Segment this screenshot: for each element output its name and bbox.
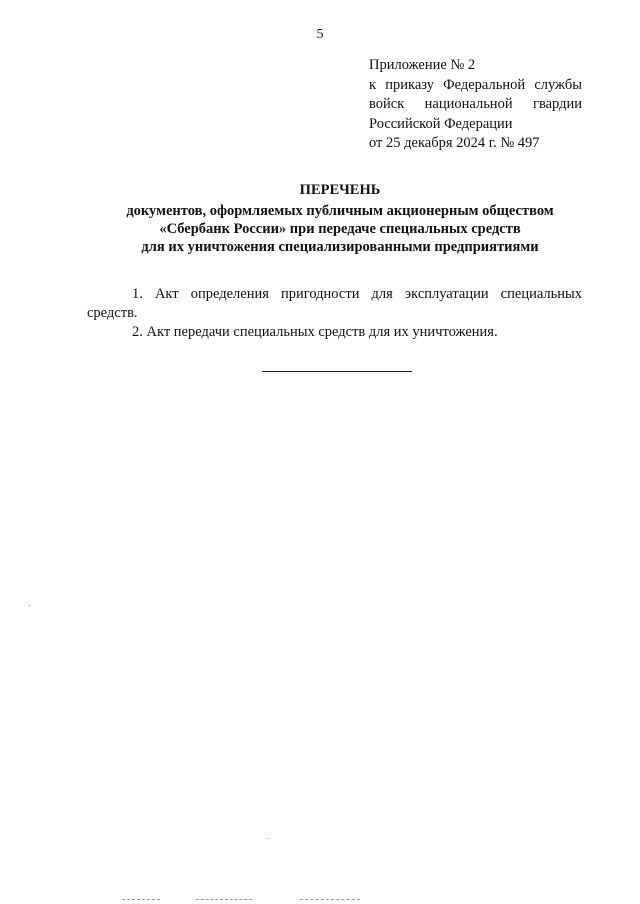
- appendix-date: от 25 декабря 2024 г. № 497: [369, 135, 540, 151]
- scan-speck: [268, 838, 269, 839]
- document-list: [87, 285, 582, 342]
- appendix-country: Российской Федерации: [369, 115, 513, 132]
- title-line-1: документов, оформляемых публичным акционерным обществом: [126, 203, 554, 219]
- scan-edge-mark: [196, 899, 252, 900]
- title-line-3: для их уничтожения специализированными предприятиями: [141, 239, 539, 255]
- list-item: 2. Акт передачи специальных средств для их уничтожения.: [132, 324, 498, 340]
- scan-edge-mark: [122, 899, 160, 900]
- appendix-order-ref: к приказу Федеральной службы: [369, 76, 582, 93]
- appendix-header: [369, 56, 582, 154]
- list-item: 1. Акт определения пригодности для эксплуатации специальных средств.: [87, 286, 582, 321]
- title-line-2: «Сбербанк России» при передаче специальных средств: [159, 221, 521, 237]
- appendix-number: Приложение № 2: [369, 57, 476, 73]
- title-heading: ПЕРЕЧЕНЬ: [299, 182, 381, 198]
- document-title: [60, 181, 620, 256]
- scan-speck: [29, 605, 30, 606]
- separator-line: [262, 371, 412, 372]
- scan-edge-mark: [300, 899, 360, 900]
- page-number: 5: [316, 27, 324, 42]
- appendix-service-name: войск национальной гвардии: [369, 96, 582, 112]
